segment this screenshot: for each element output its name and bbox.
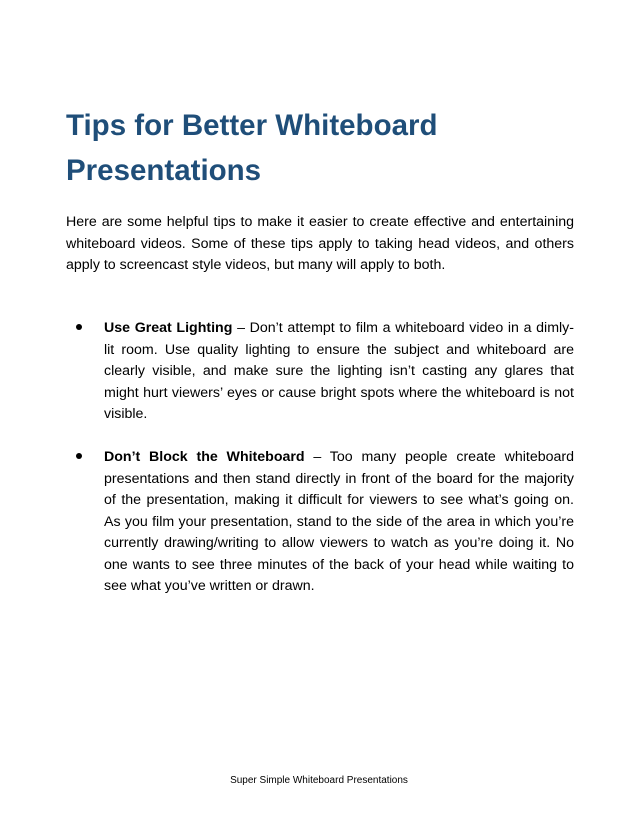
page-footer: Super Simple Whiteboard Presentations bbox=[230, 775, 408, 786]
bullet-icon bbox=[74, 318, 84, 340]
tip-heading: Don’t Block the Whiteboard bbox=[104, 449, 305, 465]
tip-text: – Don’t attempt to film a whiteboard video in a dimly-lit room. Use quality lighting to ensure the subject and whiteboard are clearly visible, and make sure the lighting isn’t casting any glares that might hurt viewers’ eyes or cause bright spots where the whiteboard is not visible. bbox=[104, 320, 575, 422]
bullet-icon bbox=[74, 447, 84, 469]
intro-paragraph: Here are some helpful tips to make it easier to create effective and entertaining whiteboard videos. Some of these tips apply to taking head videos, and others apply to screencast style videos, but many will apply to both. bbox=[66, 214, 574, 273]
page-title: Tips for Better Whiteboard Presentations bbox=[66, 109, 438, 187]
list-item bbox=[74, 447, 574, 598]
tip-heading: Use Great Lighting bbox=[104, 320, 233, 336]
tip-text: – Too many people create whiteboard presentations and then stand directly in front of the board for the majority of the presentation, making it difficult for viewers to see what’s going on. As you film your presentation, stand to the side of the area in which you’re currently drawing/writing to allow viewers to watch as you’re doing it. No one wants to see three minutes of the back of your head while waiting to see what you’ve written or drawn. bbox=[104, 449, 574, 594]
tips-list bbox=[74, 318, 574, 619]
list-item bbox=[74, 318, 574, 426]
